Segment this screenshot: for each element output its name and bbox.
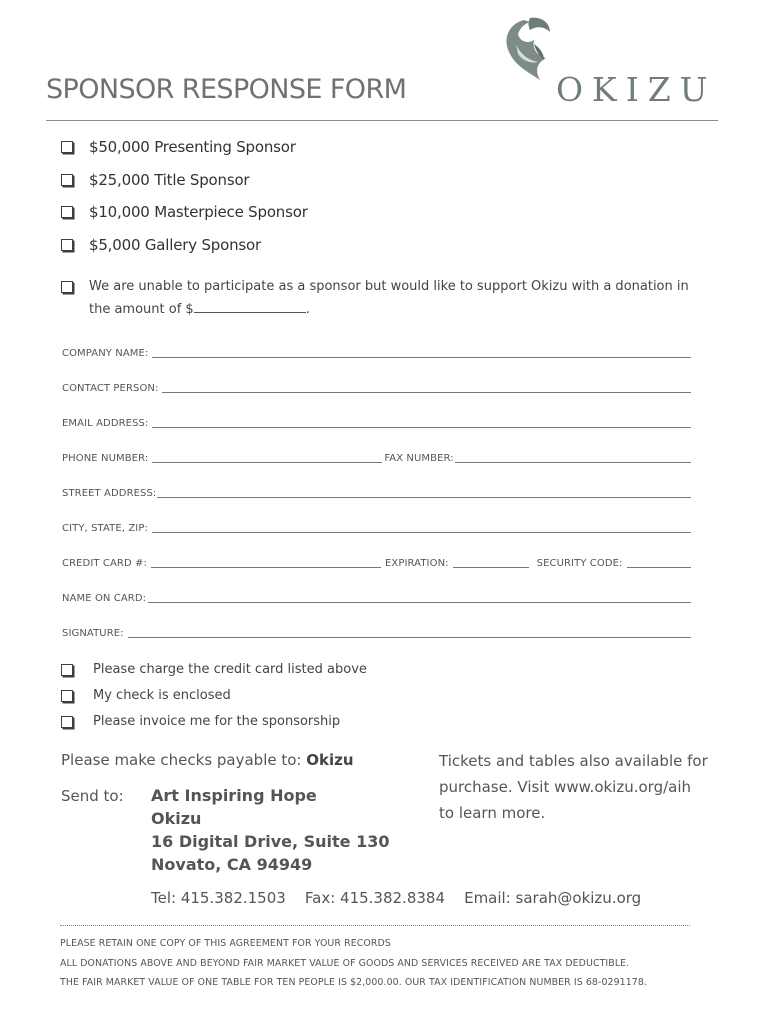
option-charge-card: Please charge the credit card listed above — [93, 662, 367, 677]
name-on-card-field[interactable] — [148, 601, 691, 603]
tickets-note: Tickets and tables also available for purchase. Visit www.okizu.org/aih to learn more. — [439, 752, 708, 822]
option-title-sponsor: $25,000 Title Sponsor — [89, 171, 250, 189]
checkbox-presenting-sponsor[interactable] — [61, 141, 73, 153]
checkbox-check-enclosed[interactable] — [61, 690, 73, 702]
okizu-logo-text: OKIZU — [556, 70, 717, 109]
checkbox-invoice[interactable] — [61, 716, 73, 728]
phone-fax-row: PHONE NUMBER: FAX NUMBER: — [62, 447, 691, 467]
city-state-zip-field[interactable] — [152, 531, 691, 533]
option-invoice: Please invoice me for the sponsorship — [93, 714, 341, 729]
payable-name: Okizu — [306, 751, 354, 769]
contact-person-field[interactable] — [162, 391, 691, 393]
signature-row: SIGNATURE: — [62, 622, 691, 642]
credit-card-row: CREDIT CARD #: EXPIRATION: SECURITY CODE: — [62, 552, 691, 572]
street-address-field[interactable] — [157, 496, 691, 498]
option-presenting-sponsor: $50,000 Presenting Sponsor — [89, 138, 296, 156]
payable-note: Please make checks payable to: Okizu — [61, 751, 354, 769]
option-check-enclosed: My check is enclosed — [93, 688, 231, 703]
footer-line-3: THE FAIR MARKET VALUE OF ONE TABLE FOR TEN PEOPLE IS $2,000.00. OUR TAX IDENTIFICATION NUMBER IS 68-0291178. — [60, 977, 648, 988]
checkbox-masterpiece-sponsor[interactable] — [61, 206, 73, 218]
contact-person-row: CONTACT PERSON: — [62, 377, 691, 397]
email-field[interactable] — [152, 426, 691, 428]
signature-field[interactable] — [128, 636, 691, 638]
checkbox-title-sponsor[interactable] — [61, 174, 73, 186]
checkbox-gallery-sponsor[interactable] — [61, 239, 73, 251]
footer-divider — [60, 925, 690, 926]
street-address-row: STREET ADDRESS: — [62, 482, 691, 502]
email-address-row: EMAIL ADDRESS: — [62, 412, 691, 432]
checkbox-donation[interactable] — [61, 281, 73, 293]
page-title: SPONSOR RESPONSE FORM — [46, 74, 407, 105]
contact-tel: Tel: 415.382.1503 — [151, 889, 286, 907]
header-divider — [46, 120, 718, 121]
mailing-address: Art Inspiring Hope Okizu 16 Digital Drive, Suite 130 Novato, CA 94949 — [151, 786, 390, 874]
okizu-logo-mark-icon — [494, 14, 558, 86]
fax-number-field[interactable] — [455, 461, 691, 463]
expiration-field[interactable] — [453, 566, 529, 568]
donation-label: We are unable to participate as a sponsor but would like to support Okizu with a donation in the amount of $ — [89, 279, 689, 317]
contact-fax: Fax: 415.382.8384 — [304, 889, 446, 907]
footer-line-1: PLEASE RETAIN ONE COPY OF THIS AGREEMENT FOR YOUR RECORDS — [60, 938, 391, 949]
city-state-zip-row: CITY, STATE, ZIP: — [62, 517, 691, 537]
company-name-field[interactable] — [152, 356, 691, 358]
name-on-card-row: NAME ON CARD: — [62, 587, 691, 607]
footer-line-2: ALL DONATIONS ABOVE AND BEYOND FAIR MARKET VALUE OF GOODS AND SERVICES RECEIVED ARE TAX DEDUCTIBLE. — [60, 958, 630, 969]
donation-amount-field[interactable] — [194, 300, 306, 313]
send-to-label: Send to: — [61, 787, 124, 805]
contact-line — [151, 889, 641, 907]
security-code-field[interactable] — [627, 566, 691, 568]
company-name-row: COMPANY NAME: — [62, 342, 691, 362]
credit-card-field[interactable] — [151, 566, 381, 568]
phone-number-field[interactable] — [152, 461, 382, 463]
contact-email: Email: sarah@okizu.org — [464, 889, 642, 907]
donation-text: We are unable to participate as a sponsor but would like to support Okizu with a donation in the amount of $ . — [89, 279, 689, 317]
option-masterpiece-sponsor: $10,000 Masterpiece Sponsor — [89, 203, 308, 221]
option-gallery-sponsor: $5,000 Gallery Sponsor — [89, 236, 261, 254]
checkbox-charge-card[interactable] — [61, 664, 73, 676]
